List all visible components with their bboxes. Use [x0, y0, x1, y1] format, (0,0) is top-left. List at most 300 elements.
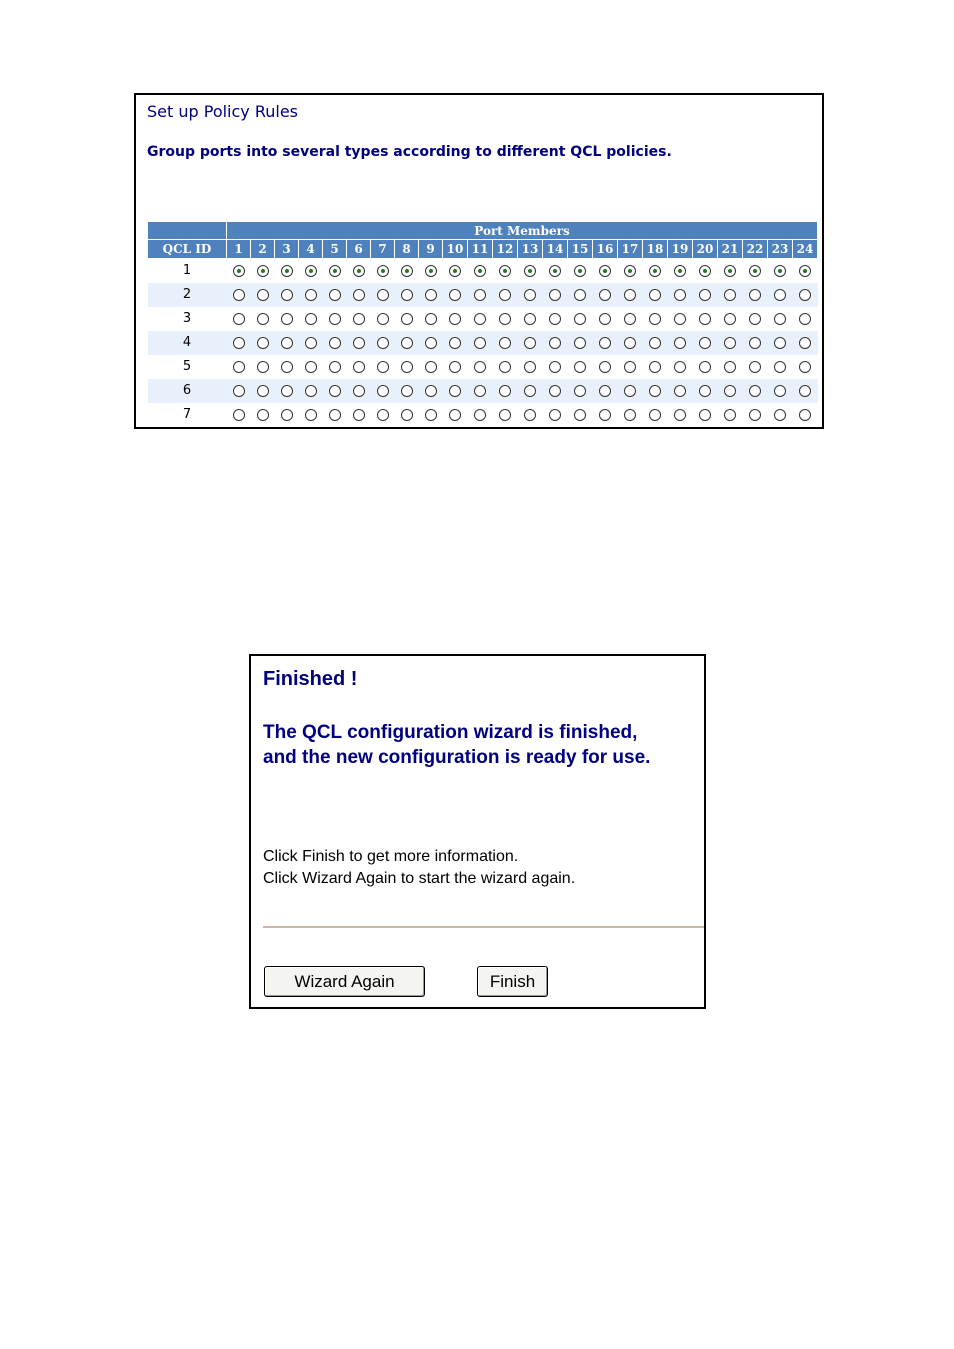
- port-16-qcl-5-radio[interactable]: [599, 361, 611, 373]
- port-2-qcl-6-radio[interactable]: [257, 385, 269, 397]
- port-9-qcl-7-radio[interactable]: [425, 409, 437, 421]
- port-11-qcl-2-radio[interactable]: [474, 289, 486, 301]
- port-6-qcl-6-radio[interactable]: [353, 385, 365, 397]
- port-24-qcl-6-radio[interactable]: [799, 385, 811, 397]
- port-17-qcl-5-radio[interactable]: [624, 361, 636, 373]
- port-cell: [299, 307, 323, 331]
- port-cell: [347, 331, 371, 355]
- port-cell: [668, 259, 693, 283]
- port-cell: [493, 379, 518, 403]
- port-3-qcl-3-radio[interactable]: [281, 313, 293, 325]
- port-header-1: 1: [227, 240, 251, 259]
- port-cell: [693, 307, 718, 331]
- table-row: [148, 259, 818, 283]
- port-cell: [395, 283, 419, 307]
- port-header-23: 23: [768, 240, 793, 259]
- port-12-qcl-4-radio[interactable]: [499, 337, 511, 349]
- port-13-qcl-6-radio[interactable]: [524, 385, 536, 397]
- port-12-qcl-2-radio[interactable]: [499, 289, 511, 301]
- port-23-qcl-1-radio[interactable]: [774, 265, 786, 277]
- port-cell: [323, 403, 347, 427]
- port-header-4: 4: [299, 240, 323, 259]
- port-15-qcl-5-radio[interactable]: [574, 361, 586, 373]
- port-cell: [395, 259, 419, 283]
- port-19-qcl-1-radio[interactable]: [674, 265, 686, 277]
- port-17-qcl-4-radio[interactable]: [624, 337, 636, 349]
- port-5-qcl-5-radio[interactable]: [329, 361, 341, 373]
- finished-title: Finished !: [263, 668, 358, 690]
- port-15-qcl-2-radio[interactable]: [574, 289, 586, 301]
- port-9-qcl-4-radio[interactable]: [425, 337, 437, 349]
- port-14-qcl-6-radio[interactable]: [549, 385, 561, 397]
- port-19-qcl-5-radio[interactable]: [674, 361, 686, 373]
- port-8-qcl-5-radio[interactable]: [401, 361, 413, 373]
- port-cell: [668, 331, 693, 355]
- port-cell: [227, 379, 251, 403]
- port-header-12: 12: [493, 240, 518, 259]
- port-10-qcl-2-radio[interactable]: [449, 289, 461, 301]
- port-6-qcl-7-radio[interactable]: [353, 409, 365, 421]
- port-10-qcl-6-radio[interactable]: [449, 385, 461, 397]
- port-8-qcl-4-radio[interactable]: [401, 337, 413, 349]
- qcl-id-cell: 6: [148, 379, 227, 403]
- port-3-qcl-2-radio[interactable]: [281, 289, 293, 301]
- port-cell: [568, 307, 593, 331]
- port-cell: [227, 259, 251, 283]
- port-11-qcl-7-radio[interactable]: [474, 409, 486, 421]
- qcl-id-cell: 7: [148, 403, 227, 427]
- qcl-id-cell: 3: [148, 307, 227, 331]
- port-cell: [593, 259, 618, 283]
- port-18-qcl-5-radio[interactable]: [649, 361, 661, 373]
- port-cell: [395, 307, 419, 331]
- port-header-3: 3: [275, 240, 299, 259]
- port-3-qcl-1-radio[interactable]: [281, 265, 293, 277]
- port-5-qcl-6-radio[interactable]: [329, 385, 341, 397]
- port-cell: [468, 403, 493, 427]
- port-9-qcl-1-radio[interactable]: [425, 265, 437, 277]
- port-cell: [518, 307, 543, 331]
- port-24-qcl-2-radio[interactable]: [799, 289, 811, 301]
- port-5-qcl-7-radio[interactable]: [329, 409, 341, 421]
- port-21-qcl-5-radio[interactable]: [724, 361, 736, 373]
- port-cell: [718, 379, 743, 403]
- qcl-id-cell: 5: [148, 355, 227, 379]
- port-17-qcl-7-radio[interactable]: [624, 409, 636, 421]
- port-cell: [419, 355, 443, 379]
- port-14-qcl-5-radio[interactable]: [549, 361, 561, 373]
- port-18-qcl-4-radio[interactable]: [649, 337, 661, 349]
- port-7-qcl-3-radio[interactable]: [377, 313, 389, 325]
- port-10-qcl-5-radio[interactable]: [449, 361, 461, 373]
- port-cell: [593, 379, 618, 403]
- port-22-qcl-3-radio[interactable]: [749, 313, 761, 325]
- port-8-qcl-3-radio[interactable]: [401, 313, 413, 325]
- port-14-qcl-7-radio[interactable]: [549, 409, 561, 421]
- port-cell: [443, 331, 468, 355]
- port-header-14: 14: [543, 240, 568, 259]
- port-18-qcl-3-radio[interactable]: [649, 313, 661, 325]
- finished-info-line2: Click Wizard Again to start the wizard again.: [263, 870, 576, 887]
- port-11-qcl-3-radio[interactable]: [474, 313, 486, 325]
- port-17-qcl-1-radio[interactable]: [624, 265, 636, 277]
- port-5-qcl-3-radio[interactable]: [329, 313, 341, 325]
- port-cell: [618, 259, 643, 283]
- port-15-qcl-7-radio[interactable]: [574, 409, 586, 421]
- port-1-qcl-1-radio[interactable]: [233, 265, 245, 277]
- port-cell: [743, 379, 768, 403]
- port-1-qcl-5-radio[interactable]: [233, 361, 245, 373]
- port-19-qcl-6-radio[interactable]: [674, 385, 686, 397]
- port-cell: [468, 331, 493, 355]
- port-23-qcl-6-radio[interactable]: [774, 385, 786, 397]
- port-15-qcl-3-radio[interactable]: [574, 313, 586, 325]
- finish-button[interactable]: Finish: [477, 966, 548, 997]
- port-11-qcl-5-radio[interactable]: [474, 361, 486, 373]
- port-cell: [668, 307, 693, 331]
- port-cell: [568, 331, 593, 355]
- port-4-qcl-5-radio[interactable]: [305, 361, 317, 373]
- port-cell: [543, 355, 568, 379]
- port-cell: [443, 259, 468, 283]
- port-19-qcl-3-radio[interactable]: [674, 313, 686, 325]
- port-9-qcl-6-radio[interactable]: [425, 385, 437, 397]
- port-cell: [371, 259, 395, 283]
- table-corner-cell: [148, 222, 227, 240]
- port-22-qcl-2-radio[interactable]: [749, 289, 761, 301]
- port-cell: [618, 355, 643, 379]
- port-cell: [251, 379, 275, 403]
- port-6-qcl-3-radio[interactable]: [353, 313, 365, 325]
- finished-panel: [249, 654, 706, 1009]
- port-2-qcl-1-radio[interactable]: [257, 265, 269, 277]
- table-row: [148, 283, 818, 307]
- port-cell: [468, 259, 493, 283]
- port-2-qcl-2-radio[interactable]: [257, 289, 269, 301]
- port-cell: [768, 403, 793, 427]
- port-cell: [643, 403, 668, 427]
- port-12-qcl-7-radio[interactable]: [499, 409, 511, 421]
- port-21-qcl-2-radio[interactable]: [724, 289, 736, 301]
- port-18-qcl-6-radio[interactable]: [649, 385, 661, 397]
- port-cell: [643, 331, 668, 355]
- port-cell: [668, 403, 693, 427]
- port-21-qcl-6-radio[interactable]: [724, 385, 736, 397]
- port-1-qcl-4-radio[interactable]: [233, 337, 245, 349]
- port-11-qcl-6-radio[interactable]: [474, 385, 486, 397]
- port-3-qcl-6-radio[interactable]: [281, 385, 293, 397]
- port-cell: [275, 283, 299, 307]
- port-16-qcl-7-radio[interactable]: [599, 409, 611, 421]
- port-4-qcl-3-radio[interactable]: [305, 313, 317, 325]
- port-16-qcl-3-radio[interactable]: [599, 313, 611, 325]
- port-7-qcl-6-radio[interactable]: [377, 385, 389, 397]
- port-21-qcl-3-radio[interactable]: [724, 313, 736, 325]
- port-7-qcl-2-radio[interactable]: [377, 289, 389, 301]
- port-4-qcl-4-radio[interactable]: [305, 337, 317, 349]
- port-cell: [275, 355, 299, 379]
- port-cell: [543, 259, 568, 283]
- port-13-qcl-3-radio[interactable]: [524, 313, 536, 325]
- port-22-qcl-6-radio[interactable]: [749, 385, 761, 397]
- port-20-qcl-5-radio[interactable]: [699, 361, 711, 373]
- port-13-qcl-4-radio[interactable]: [524, 337, 536, 349]
- port-cell: [443, 403, 468, 427]
- port-1-qcl-3-radio[interactable]: [233, 313, 245, 325]
- port-10-qcl-4-radio[interactable]: [449, 337, 461, 349]
- port-cell: [299, 403, 323, 427]
- port-header-5: 5: [323, 240, 347, 259]
- port-cell: [323, 307, 347, 331]
- port-cell: [668, 283, 693, 307]
- port-cell: [419, 283, 443, 307]
- qcl-id-cell: 1: [148, 259, 227, 283]
- port-23-qcl-4-radio[interactable]: [774, 337, 786, 349]
- port-cell: [718, 403, 743, 427]
- port-2-qcl-5-radio[interactable]: [257, 361, 269, 373]
- port-13-qcl-1-radio[interactable]: [524, 265, 536, 277]
- port-2-qcl-3-radio[interactable]: [257, 313, 269, 325]
- page-description: Group ports into several types according to different QCL policies.: [147, 144, 672, 160]
- port-1-qcl-6-radio[interactable]: [233, 385, 245, 397]
- port-23-qcl-3-radio[interactable]: [774, 313, 786, 325]
- port-20-qcl-1-radio[interactable]: [699, 265, 711, 277]
- port-24-qcl-4-radio[interactable]: [799, 337, 811, 349]
- port-header-19: 19: [668, 240, 693, 259]
- port-24-qcl-1-radio[interactable]: [799, 265, 811, 277]
- port-cell: [443, 283, 468, 307]
- port-7-qcl-7-radio[interactable]: [377, 409, 389, 421]
- port-8-qcl-7-radio[interactable]: [401, 409, 413, 421]
- port-20-qcl-6-radio[interactable]: [699, 385, 711, 397]
- port-12-qcl-5-radio[interactable]: [499, 361, 511, 373]
- port-7-qcl-5-radio[interactable]: [377, 361, 389, 373]
- port-19-qcl-2-radio[interactable]: [674, 289, 686, 301]
- port-cell: [693, 331, 718, 355]
- port-6-qcl-2-radio[interactable]: [353, 289, 365, 301]
- port-22-qcl-7-radio[interactable]: [749, 409, 761, 421]
- port-header-8: 8: [395, 240, 419, 259]
- port-cell: [668, 379, 693, 403]
- port-cell: [568, 403, 593, 427]
- port-cell: [493, 355, 518, 379]
- port-cell: [793, 259, 818, 283]
- port-cell: [768, 259, 793, 283]
- port-20-qcl-2-radio[interactable]: [699, 289, 711, 301]
- port-3-qcl-7-radio[interactable]: [281, 409, 293, 421]
- port-4-qcl-7-radio[interactable]: [305, 409, 317, 421]
- port-22-qcl-5-radio[interactable]: [749, 361, 761, 373]
- port-17-qcl-3-radio[interactable]: [624, 313, 636, 325]
- finished-message-line1: The QCL configuration wizard is finished,: [263, 722, 638, 743]
- port-header-10: 10: [443, 240, 468, 259]
- port-cell: [643, 283, 668, 307]
- port-cell: [395, 403, 419, 427]
- port-5-qcl-4-radio[interactable]: [329, 337, 341, 349]
- port-12-qcl-3-radio[interactable]: [499, 313, 511, 325]
- port-13-qcl-2-radio[interactable]: [524, 289, 536, 301]
- port-header-21: 21: [718, 240, 743, 259]
- port-6-qcl-1-radio[interactable]: [353, 265, 365, 277]
- port-cell: [468, 355, 493, 379]
- port-23-qcl-2-radio[interactable]: [774, 289, 786, 301]
- port-3-qcl-4-radio[interactable]: [281, 337, 293, 349]
- page-title: Set up Policy Rules: [147, 102, 299, 121]
- port-10-qcl-1-radio[interactable]: [449, 265, 461, 277]
- port-20-qcl-4-radio[interactable]: [699, 337, 711, 349]
- port-cell: [493, 331, 518, 355]
- finished-message: [263, 720, 650, 770]
- port-5-qcl-1-radio[interactable]: [329, 265, 341, 277]
- port-cell: [347, 307, 371, 331]
- port-8-qcl-6-radio[interactable]: [401, 385, 413, 397]
- port-5-qcl-2-radio[interactable]: [329, 289, 341, 301]
- port-2-qcl-7-radio[interactable]: [257, 409, 269, 421]
- port-1-qcl-7-radio[interactable]: [233, 409, 245, 421]
- port-10-qcl-3-radio[interactable]: [449, 313, 461, 325]
- port-16-qcl-4-radio[interactable]: [599, 337, 611, 349]
- port-7-qcl-1-radio[interactable]: [377, 265, 389, 277]
- port-8-qcl-2-radio[interactable]: [401, 289, 413, 301]
- port-21-qcl-4-radio[interactable]: [724, 337, 736, 349]
- port-20-qcl-3-radio[interactable]: [699, 313, 711, 325]
- port-16-qcl-1-radio[interactable]: [599, 265, 611, 277]
- port-9-qcl-2-radio[interactable]: [425, 289, 437, 301]
- port-8-qcl-1-radio[interactable]: [401, 265, 413, 277]
- port-cell: [743, 307, 768, 331]
- port-20-qcl-7-radio[interactable]: [699, 409, 711, 421]
- port-cell: [227, 331, 251, 355]
- port-11-qcl-1-radio[interactable]: [474, 265, 486, 277]
- port-cell: [299, 331, 323, 355]
- port-header-22: 22: [743, 240, 768, 259]
- qcl-id-header: QCL ID: [148, 240, 227, 259]
- port-6-qcl-5-radio[interactable]: [353, 361, 365, 373]
- port-4-qcl-6-radio[interactable]: [305, 385, 317, 397]
- port-header-18: 18: [643, 240, 668, 259]
- port-cell: [395, 331, 419, 355]
- port-9-qcl-3-radio[interactable]: [425, 313, 437, 325]
- port-cell: [768, 355, 793, 379]
- port-1-qcl-2-radio[interactable]: [233, 289, 245, 301]
- port-21-qcl-7-radio[interactable]: [724, 409, 736, 421]
- port-14-qcl-1-radio[interactable]: [549, 265, 561, 277]
- table-group-header-row: [148, 222, 818, 240]
- port-21-qcl-1-radio[interactable]: [724, 265, 736, 277]
- port-4-qcl-1-radio[interactable]: [305, 265, 317, 277]
- port-cell: [593, 355, 618, 379]
- port-cell: [419, 307, 443, 331]
- port-6-qcl-4-radio[interactable]: [353, 337, 365, 349]
- port-cell: [643, 307, 668, 331]
- port-7-qcl-4-radio[interactable]: [377, 337, 389, 349]
- port-12-qcl-1-radio[interactable]: [499, 265, 511, 277]
- table-row: [148, 355, 818, 379]
- port-cell: [419, 379, 443, 403]
- port-header-13: 13: [518, 240, 543, 259]
- port-cell: [643, 355, 668, 379]
- port-10-qcl-7-radio[interactable]: [449, 409, 461, 421]
- port-22-qcl-1-radio[interactable]: [749, 265, 761, 277]
- port-24-qcl-7-radio[interactable]: [799, 409, 811, 421]
- port-cell: [371, 331, 395, 355]
- port-header-16: 16: [593, 240, 618, 259]
- port-header-11: 11: [468, 240, 493, 259]
- port-13-qcl-5-radio[interactable]: [524, 361, 536, 373]
- port-11-qcl-4-radio[interactable]: [474, 337, 486, 349]
- port-17-qcl-2-radio[interactable]: [624, 289, 636, 301]
- port-17-qcl-6-radio[interactable]: [624, 385, 636, 397]
- port-cell: [718, 259, 743, 283]
- port-15-qcl-4-radio[interactable]: [574, 337, 586, 349]
- port-4-qcl-2-radio[interactable]: [305, 289, 317, 301]
- port-cell: [227, 355, 251, 379]
- port-9-qcl-5-radio[interactable]: [425, 361, 437, 373]
- port-19-qcl-4-radio[interactable]: [674, 337, 686, 349]
- port-cell: [618, 403, 643, 427]
- port-cell: [251, 403, 275, 427]
- port-23-qcl-5-radio[interactable]: [774, 361, 786, 373]
- port-15-qcl-1-radio[interactable]: [574, 265, 586, 277]
- port-cell: [518, 355, 543, 379]
- port-cell: [543, 307, 568, 331]
- table-row: [148, 307, 818, 331]
- port-19-qcl-7-radio[interactable]: [674, 409, 686, 421]
- port-18-qcl-7-radio[interactable]: [649, 409, 661, 421]
- qcl-id-cell: 4: [148, 331, 227, 355]
- port-15-qcl-6-radio[interactable]: [574, 385, 586, 397]
- port-cell: [568, 259, 593, 283]
- port-24-qcl-3-radio[interactable]: [799, 313, 811, 325]
- port-16-qcl-6-radio[interactable]: [599, 385, 611, 397]
- port-2-qcl-4-radio[interactable]: [257, 337, 269, 349]
- wizard-again-button[interactable]: Wizard Again: [264, 966, 425, 997]
- port-header-17: 17: [618, 240, 643, 259]
- table-row: [148, 403, 818, 427]
- port-24-qcl-5-radio[interactable]: [799, 361, 811, 373]
- port-14-qcl-3-radio[interactable]: [549, 313, 561, 325]
- qcl-id-cell: 2: [148, 283, 227, 307]
- port-14-qcl-4-radio[interactable]: [549, 337, 561, 349]
- port-23-qcl-7-radio[interactable]: [774, 409, 786, 421]
- port-cell: [543, 283, 568, 307]
- port-cell: [793, 283, 818, 307]
- port-cell: [693, 403, 718, 427]
- port-18-qcl-1-radio[interactable]: [649, 265, 661, 277]
- port-12-qcl-6-radio[interactable]: [499, 385, 511, 397]
- port-16-qcl-2-radio[interactable]: [599, 289, 611, 301]
- port-18-qcl-2-radio[interactable]: [649, 289, 661, 301]
- port-cell: [743, 283, 768, 307]
- port-cell: [618, 331, 643, 355]
- port-cell: [347, 283, 371, 307]
- port-header-6: 6: [347, 240, 371, 259]
- port-cell: [299, 355, 323, 379]
- port-13-qcl-7-radio[interactable]: [524, 409, 536, 421]
- port-cell: [718, 355, 743, 379]
- port-header-2: 2: [251, 240, 275, 259]
- port-cell: [693, 355, 718, 379]
- port-cell: [593, 331, 618, 355]
- table-port-header-row: [148, 240, 818, 259]
- port-3-qcl-5-radio[interactable]: [281, 361, 293, 373]
- port-22-qcl-4-radio[interactable]: [749, 337, 761, 349]
- port-cell: [468, 283, 493, 307]
- port-cell: [793, 307, 818, 331]
- port-cell: [643, 259, 668, 283]
- port-14-qcl-2-radio[interactable]: [549, 289, 561, 301]
- port-cell: [251, 331, 275, 355]
